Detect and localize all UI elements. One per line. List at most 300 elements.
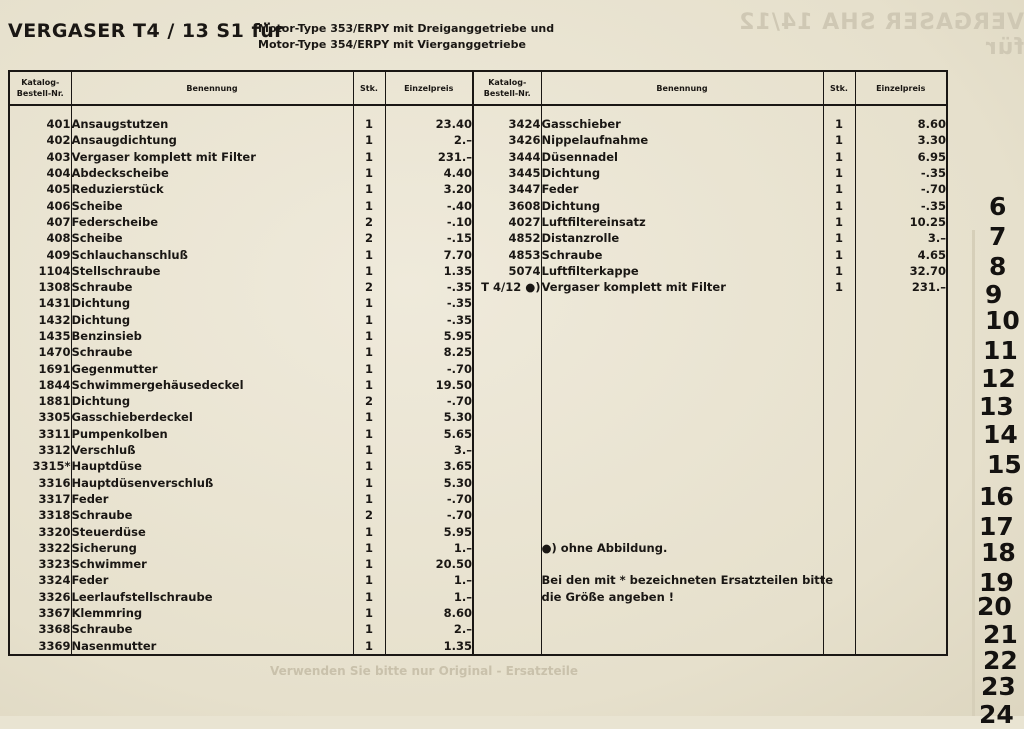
empty-cell <box>823 393 855 409</box>
table-row <box>9 230 947 246</box>
part-name: Schlauchanschluß <box>71 246 353 262</box>
table-row <box>9 263 947 279</box>
catalog-number: T 4/12 ●) <box>473 279 541 295</box>
quantity: 1 <box>353 132 385 148</box>
unit-price: 1.– <box>385 589 473 605</box>
subtitle-line-1: Motor-Type 353/ERPY mit Dreiganggetriebe und <box>258 22 555 35</box>
empty-cell <box>855 295 947 311</box>
empty-cell <box>541 393 823 409</box>
part-name: Feder <box>71 572 353 588</box>
empty-cell <box>823 328 855 344</box>
part-name: Hauptdüsenverschluß <box>71 475 353 491</box>
empty-cell <box>823 589 855 605</box>
quantity: 1 <box>823 181 855 197</box>
empty-cell <box>823 377 855 393</box>
empty-cell <box>473 409 541 425</box>
quantity: 1 <box>353 377 385 393</box>
quantity: 1 <box>353 556 385 572</box>
part-name: Sicherung <box>71 540 353 556</box>
quantity: 1 <box>823 230 855 246</box>
unit-price: 3.– <box>385 442 473 458</box>
index-tab[interactable]: 23 <box>981 672 1016 701</box>
empty-cell <box>541 312 823 328</box>
table-row <box>9 523 947 539</box>
quantity: 1 <box>353 116 385 132</box>
index-tabs <box>965 0 1024 729</box>
catalog-number: 3369 <box>9 638 71 655</box>
part-name: Vergaser komplett mit Filter <box>541 279 823 295</box>
page-subtitle <box>258 21 554 53</box>
part-name: Luftfiltereinsatz <box>541 214 823 230</box>
catalog-number: 4852 <box>473 230 541 246</box>
col-header-price: Einzelpreis <box>385 71 473 105</box>
quantity: 1 <box>353 328 385 344</box>
empty-cell <box>473 572 541 588</box>
empty-cell <box>473 458 541 474</box>
quantity: 1 <box>823 149 855 165</box>
catalog-number: 1691 <box>9 360 71 376</box>
unit-price: 10.25 <box>855 214 947 230</box>
catalog-number: 3323 <box>9 556 71 572</box>
catalog-number: 3447 <box>473 181 541 197</box>
part-name: Klemmring <box>71 605 353 621</box>
empty-cell <box>541 442 823 458</box>
unit-price: 19.50 <box>385 377 473 393</box>
empty-cell <box>855 377 947 393</box>
empty-cell <box>823 540 855 556</box>
part-name: Vergaser komplett mit Filter <box>71 149 353 165</box>
table-row <box>9 344 947 360</box>
table-row <box>9 312 947 328</box>
unit-price: 3.65 <box>385 458 473 474</box>
empty-cell <box>823 312 855 328</box>
part-name: Scheibe <box>71 197 353 213</box>
part-name: Ansaugdichtung <box>71 132 353 148</box>
table-row <box>9 116 947 132</box>
part-name: Düsennadel <box>541 149 823 165</box>
unit-price: 8.60 <box>385 605 473 621</box>
table-row <box>9 409 947 425</box>
unit-price: 1.35 <box>385 638 473 655</box>
empty-cell <box>473 295 541 311</box>
index-tab[interactable]: 6 <box>989 192 1007 221</box>
empty-cell <box>855 507 947 523</box>
part-name: Distanzrolle <box>541 230 823 246</box>
unit-price: 6.95 <box>855 149 947 165</box>
table-row <box>9 621 947 637</box>
empty-cell <box>541 458 823 474</box>
index-tab[interactable]: 12 <box>981 364 1016 393</box>
quantity: 2 <box>353 507 385 523</box>
catalog-number: 3320 <box>9 523 71 539</box>
empty-cell <box>541 475 823 491</box>
empty-cell <box>855 344 947 360</box>
catalog-number: 1104 <box>9 263 71 279</box>
empty-cell <box>823 475 855 491</box>
table-row <box>9 638 947 655</box>
catalog-number: 3322 <box>9 540 71 556</box>
quantity: 1 <box>353 605 385 621</box>
empty-cell <box>541 426 823 442</box>
part-name: Abdeckscheibe <box>71 165 353 181</box>
page-title: VERGASER T4 / 13 S1 für <box>8 20 285 42</box>
unit-price: 1.– <box>385 572 473 588</box>
unit-price: 5.95 <box>385 328 473 344</box>
empty-cell <box>823 507 855 523</box>
index-tab[interactable]: 7 <box>989 222 1007 251</box>
part-name: Gegenmutter <box>71 360 353 376</box>
empty-cell <box>473 377 541 393</box>
part-name: Schraube <box>541 246 823 262</box>
table-row <box>9 442 947 458</box>
footnote: ●) ohne Abbildung. <box>541 540 823 556</box>
quantity: 1 <box>353 165 385 181</box>
table-row <box>9 507 947 523</box>
catalog-number: 4027 <box>473 214 541 230</box>
part-name: Gasschieberdeckel <box>71 409 353 425</box>
empty-cell <box>541 621 823 637</box>
empty-cell <box>473 638 541 655</box>
unit-price: 1.35 <box>385 263 473 279</box>
table-row <box>9 393 947 409</box>
unit-price: 5.95 <box>385 523 473 539</box>
part-name: Scheibe <box>71 230 353 246</box>
unit-price: 5.30 <box>385 409 473 425</box>
table-row <box>9 132 947 148</box>
unit-price: 5.65 <box>385 426 473 442</box>
quantity: 1 <box>823 279 855 295</box>
empty-cell <box>473 491 541 507</box>
catalog-number: 3444 <box>473 149 541 165</box>
bottom-bleed-text: Verwenden Sie bitte nur Original - Ersatzteile <box>270 664 578 678</box>
unit-price: -.40 <box>385 197 473 213</box>
empty-cell <box>855 393 947 409</box>
catalog-number: 1435 <box>9 328 71 344</box>
table-row <box>9 589 947 605</box>
quantity: 1 <box>353 442 385 458</box>
empty-cell <box>855 621 947 637</box>
col-header-qty: Stk. <box>353 71 385 105</box>
empty-cell <box>541 556 823 572</box>
empty-cell <box>855 312 947 328</box>
part-name: Schraube <box>71 344 353 360</box>
quantity: 2 <box>353 230 385 246</box>
catalog-number: 1432 <box>9 312 71 328</box>
index-tab[interactable]: 13 <box>979 392 1014 421</box>
empty-cell <box>855 556 947 572</box>
empty-cell <box>855 605 947 621</box>
table-row <box>9 426 947 442</box>
unit-price: 231.– <box>855 279 947 295</box>
catalog-number: 407 <box>9 214 71 230</box>
catalog-number: 1470 <box>9 344 71 360</box>
catalog-number: 404 <box>9 165 71 181</box>
index-tab[interactable]: 9 <box>985 280 1003 309</box>
index-tab[interactable]: 16 <box>979 482 1014 511</box>
empty-cell <box>855 475 947 491</box>
catalog-number: 5074 <box>473 263 541 279</box>
quantity: 1 <box>353 360 385 376</box>
unit-price: 8.25 <box>385 344 473 360</box>
quantity: 1 <box>353 181 385 197</box>
empty-cell <box>823 458 855 474</box>
table-row <box>9 556 947 572</box>
quantity: 1 <box>353 149 385 165</box>
part-name: Feder <box>541 181 823 197</box>
empty-cell <box>473 621 541 637</box>
part-name: Dichtung <box>71 393 353 409</box>
empty-cell <box>823 344 855 360</box>
quantity: 1 <box>353 523 385 539</box>
empty-cell <box>855 540 947 556</box>
empty-cell <box>473 312 541 328</box>
quantity: 1 <box>823 263 855 279</box>
quantity: 2 <box>353 393 385 409</box>
spacer-row <box>9 105 947 116</box>
empty-cell <box>473 328 541 344</box>
empty-cell <box>473 442 541 458</box>
index-tab[interactable]: 8 <box>989 252 1007 281</box>
catalog-number: 3315* <box>9 458 71 474</box>
unit-price: 4.40 <box>385 165 473 181</box>
index-tab[interactable]: 22 <box>983 646 1018 675</box>
table-row <box>9 475 947 491</box>
quantity: 1 <box>353 475 385 491</box>
part-name: Reduzierstück <box>71 181 353 197</box>
index-tab[interactable]: 15 <box>987 450 1022 479</box>
table-row <box>9 328 947 344</box>
quantity: 1 <box>823 116 855 132</box>
index-tab[interactable]: 21 <box>983 620 1018 649</box>
catalog-number: 3424 <box>473 116 541 132</box>
quantity: 1 <box>353 638 385 655</box>
part-name: Luftfilterkappe <box>541 263 823 279</box>
part-name: Gasschieber <box>541 116 823 132</box>
catalog-number: 4853 <box>473 246 541 262</box>
empty-cell <box>473 523 541 539</box>
empty-cell <box>855 458 947 474</box>
catalog-number: 409 <box>9 246 71 262</box>
unit-price: -.10 <box>385 214 473 230</box>
unit-price: 7.70 <box>385 246 473 262</box>
quantity: 1 <box>353 295 385 311</box>
catalog-number: 3318 <box>9 507 71 523</box>
unit-price: -.70 <box>385 507 473 523</box>
part-name: Schraube <box>71 621 353 637</box>
unit-price: 2.– <box>385 621 473 637</box>
quantity: 1 <box>353 572 385 588</box>
part-name: Leerlaufstellschraube <box>71 589 353 605</box>
table-row <box>9 181 947 197</box>
catalog-number: 3367 <box>9 605 71 621</box>
empty-cell <box>541 344 823 360</box>
catalog-number: 405 <box>9 181 71 197</box>
table-row <box>9 165 947 181</box>
index-tab[interactable]: 17 <box>979 512 1014 541</box>
empty-cell <box>823 605 855 621</box>
empty-cell <box>855 442 947 458</box>
col-header-catalog-text: Katalog- Bestell-Nr. <box>16 78 64 98</box>
empty-cell <box>823 360 855 376</box>
unit-price: -.15 <box>385 230 473 246</box>
quantity: 1 <box>353 246 385 262</box>
table-row <box>9 377 947 393</box>
empty-cell <box>541 507 823 523</box>
quantity: 1 <box>353 426 385 442</box>
unit-price: 231.– <box>385 149 473 165</box>
empty-cell <box>823 442 855 458</box>
index-tab[interactable]: 11 <box>983 336 1018 365</box>
empty-cell <box>823 426 855 442</box>
empty-cell <box>855 328 947 344</box>
unit-price: 4.65 <box>855 246 947 262</box>
quantity: 1 <box>823 246 855 262</box>
empty-cell <box>541 295 823 311</box>
col-header-catalog <box>473 71 541 105</box>
empty-cell <box>541 377 823 393</box>
quantity: 1 <box>353 312 385 328</box>
part-name: Stellschraube <box>71 263 353 279</box>
col-header-catalog-text: Katalog- Bestell-Nr. <box>483 78 531 98</box>
unit-price: -.35 <box>385 279 473 295</box>
catalog-number: 3326 <box>9 589 71 605</box>
empty-cell <box>473 393 541 409</box>
col-header-catalog <box>9 71 71 105</box>
table-row <box>9 605 947 621</box>
table-row <box>9 572 947 588</box>
part-name: Dichtung <box>71 295 353 311</box>
part-name: Schwimmergehäusedeckel <box>71 377 353 393</box>
index-tab[interactable]: 10 <box>985 306 1020 335</box>
table-row <box>9 197 947 213</box>
empty-cell <box>473 360 541 376</box>
quantity: 2 <box>353 214 385 230</box>
empty-cell <box>823 621 855 637</box>
part-name: Steuerdüse <box>71 523 353 539</box>
empty-cell <box>541 605 823 621</box>
catalog-number: 402 <box>9 132 71 148</box>
catalog-number: 3312 <box>9 442 71 458</box>
unit-price: -.35 <box>385 295 473 311</box>
catalog-number: 3608 <box>473 197 541 213</box>
part-name: Dichtung <box>541 197 823 213</box>
index-tab[interactable]: 14 <box>983 420 1018 449</box>
catalog-number: 406 <box>9 197 71 213</box>
unit-price: 3.30 <box>855 132 947 148</box>
catalog-number: 403 <box>9 149 71 165</box>
part-name: Dichtung <box>71 312 353 328</box>
quantity: 1 <box>353 197 385 213</box>
catalog-number: 3445 <box>473 165 541 181</box>
empty-cell <box>855 589 947 605</box>
quantity: 1 <box>353 491 385 507</box>
unit-price: -.70 <box>385 491 473 507</box>
catalog-number: 1431 <box>9 295 71 311</box>
index-tab[interactable]: 24 <box>979 700 1014 729</box>
table-header-row <box>9 71 947 105</box>
part-name: Nippelaufnahme <box>541 132 823 148</box>
catalog-number: 3316 <box>9 475 71 491</box>
unit-price: 8.60 <box>855 116 947 132</box>
unit-price: -.70 <box>385 360 473 376</box>
index-tab[interactable]: 19 <box>979 568 1014 597</box>
table-row <box>9 295 947 311</box>
part-name: Pumpenkolben <box>71 426 353 442</box>
quantity: 1 <box>353 409 385 425</box>
part-name: Dichtung <box>541 165 823 181</box>
catalog-number: 3426 <box>473 132 541 148</box>
table-row <box>9 360 947 376</box>
empty-cell <box>823 295 855 311</box>
table-row <box>9 149 947 165</box>
part-name: Verschluß <box>71 442 353 458</box>
empty-cell <box>823 491 855 507</box>
table-row <box>9 279 947 295</box>
index-tab[interactable]: 18 <box>981 538 1016 567</box>
part-name: Schraube <box>71 279 353 295</box>
table-row <box>9 246 947 262</box>
table-row <box>9 540 947 556</box>
empty-cell <box>473 426 541 442</box>
catalog-number: 1308 <box>9 279 71 295</box>
empty-cell <box>855 360 947 376</box>
unit-price: 3.– <box>855 230 947 246</box>
empty-cell <box>473 344 541 360</box>
bleed-through-text: VERGASER SHA 14/12 für <box>738 10 1024 60</box>
quantity: 1 <box>353 621 385 637</box>
quantity: 1 <box>353 263 385 279</box>
part-name: Ansaugstutzen <box>71 116 353 132</box>
col-header-name: Benennung <box>541 71 823 105</box>
empty-cell <box>823 409 855 425</box>
table-row <box>9 458 947 474</box>
catalog-number: 3317 <box>9 491 71 507</box>
empty-cell <box>855 491 947 507</box>
col-header-qty: Stk. <box>823 71 855 105</box>
quantity: 1 <box>353 540 385 556</box>
unit-price: -.70 <box>385 393 473 409</box>
footnote: die Größe angeben ! <box>541 589 823 605</box>
catalog-number: 401 <box>9 116 71 132</box>
empty-cell <box>541 409 823 425</box>
quantity: 2 <box>353 279 385 295</box>
empty-cell <box>855 572 947 588</box>
empty-cell <box>541 360 823 376</box>
empty-cell <box>473 605 541 621</box>
empty-cell <box>823 523 855 539</box>
part-name: Hauptdüse <box>71 458 353 474</box>
part-name: Feder <box>71 491 353 507</box>
empty-cell <box>541 491 823 507</box>
quantity: 1 <box>353 344 385 360</box>
unit-price: -.35 <box>855 197 947 213</box>
unit-price: -.35 <box>385 312 473 328</box>
unit-price: 5.30 <box>385 475 473 491</box>
index-tab[interactable]: 20 <box>977 592 1012 621</box>
part-name: Schwimmer <box>71 556 353 572</box>
parts-table <box>8 70 948 656</box>
catalog-number: 1881 <box>9 393 71 409</box>
catalog-number: 408 <box>9 230 71 246</box>
catalog-number: 1844 <box>9 377 71 393</box>
part-name: Benzinsieb <box>71 328 353 344</box>
part-name: Federscheibe <box>71 214 353 230</box>
quantity: 1 <box>353 458 385 474</box>
empty-cell <box>473 507 541 523</box>
quantity: 1 <box>823 165 855 181</box>
table-row <box>9 214 947 230</box>
unit-price: 3.20 <box>385 181 473 197</box>
